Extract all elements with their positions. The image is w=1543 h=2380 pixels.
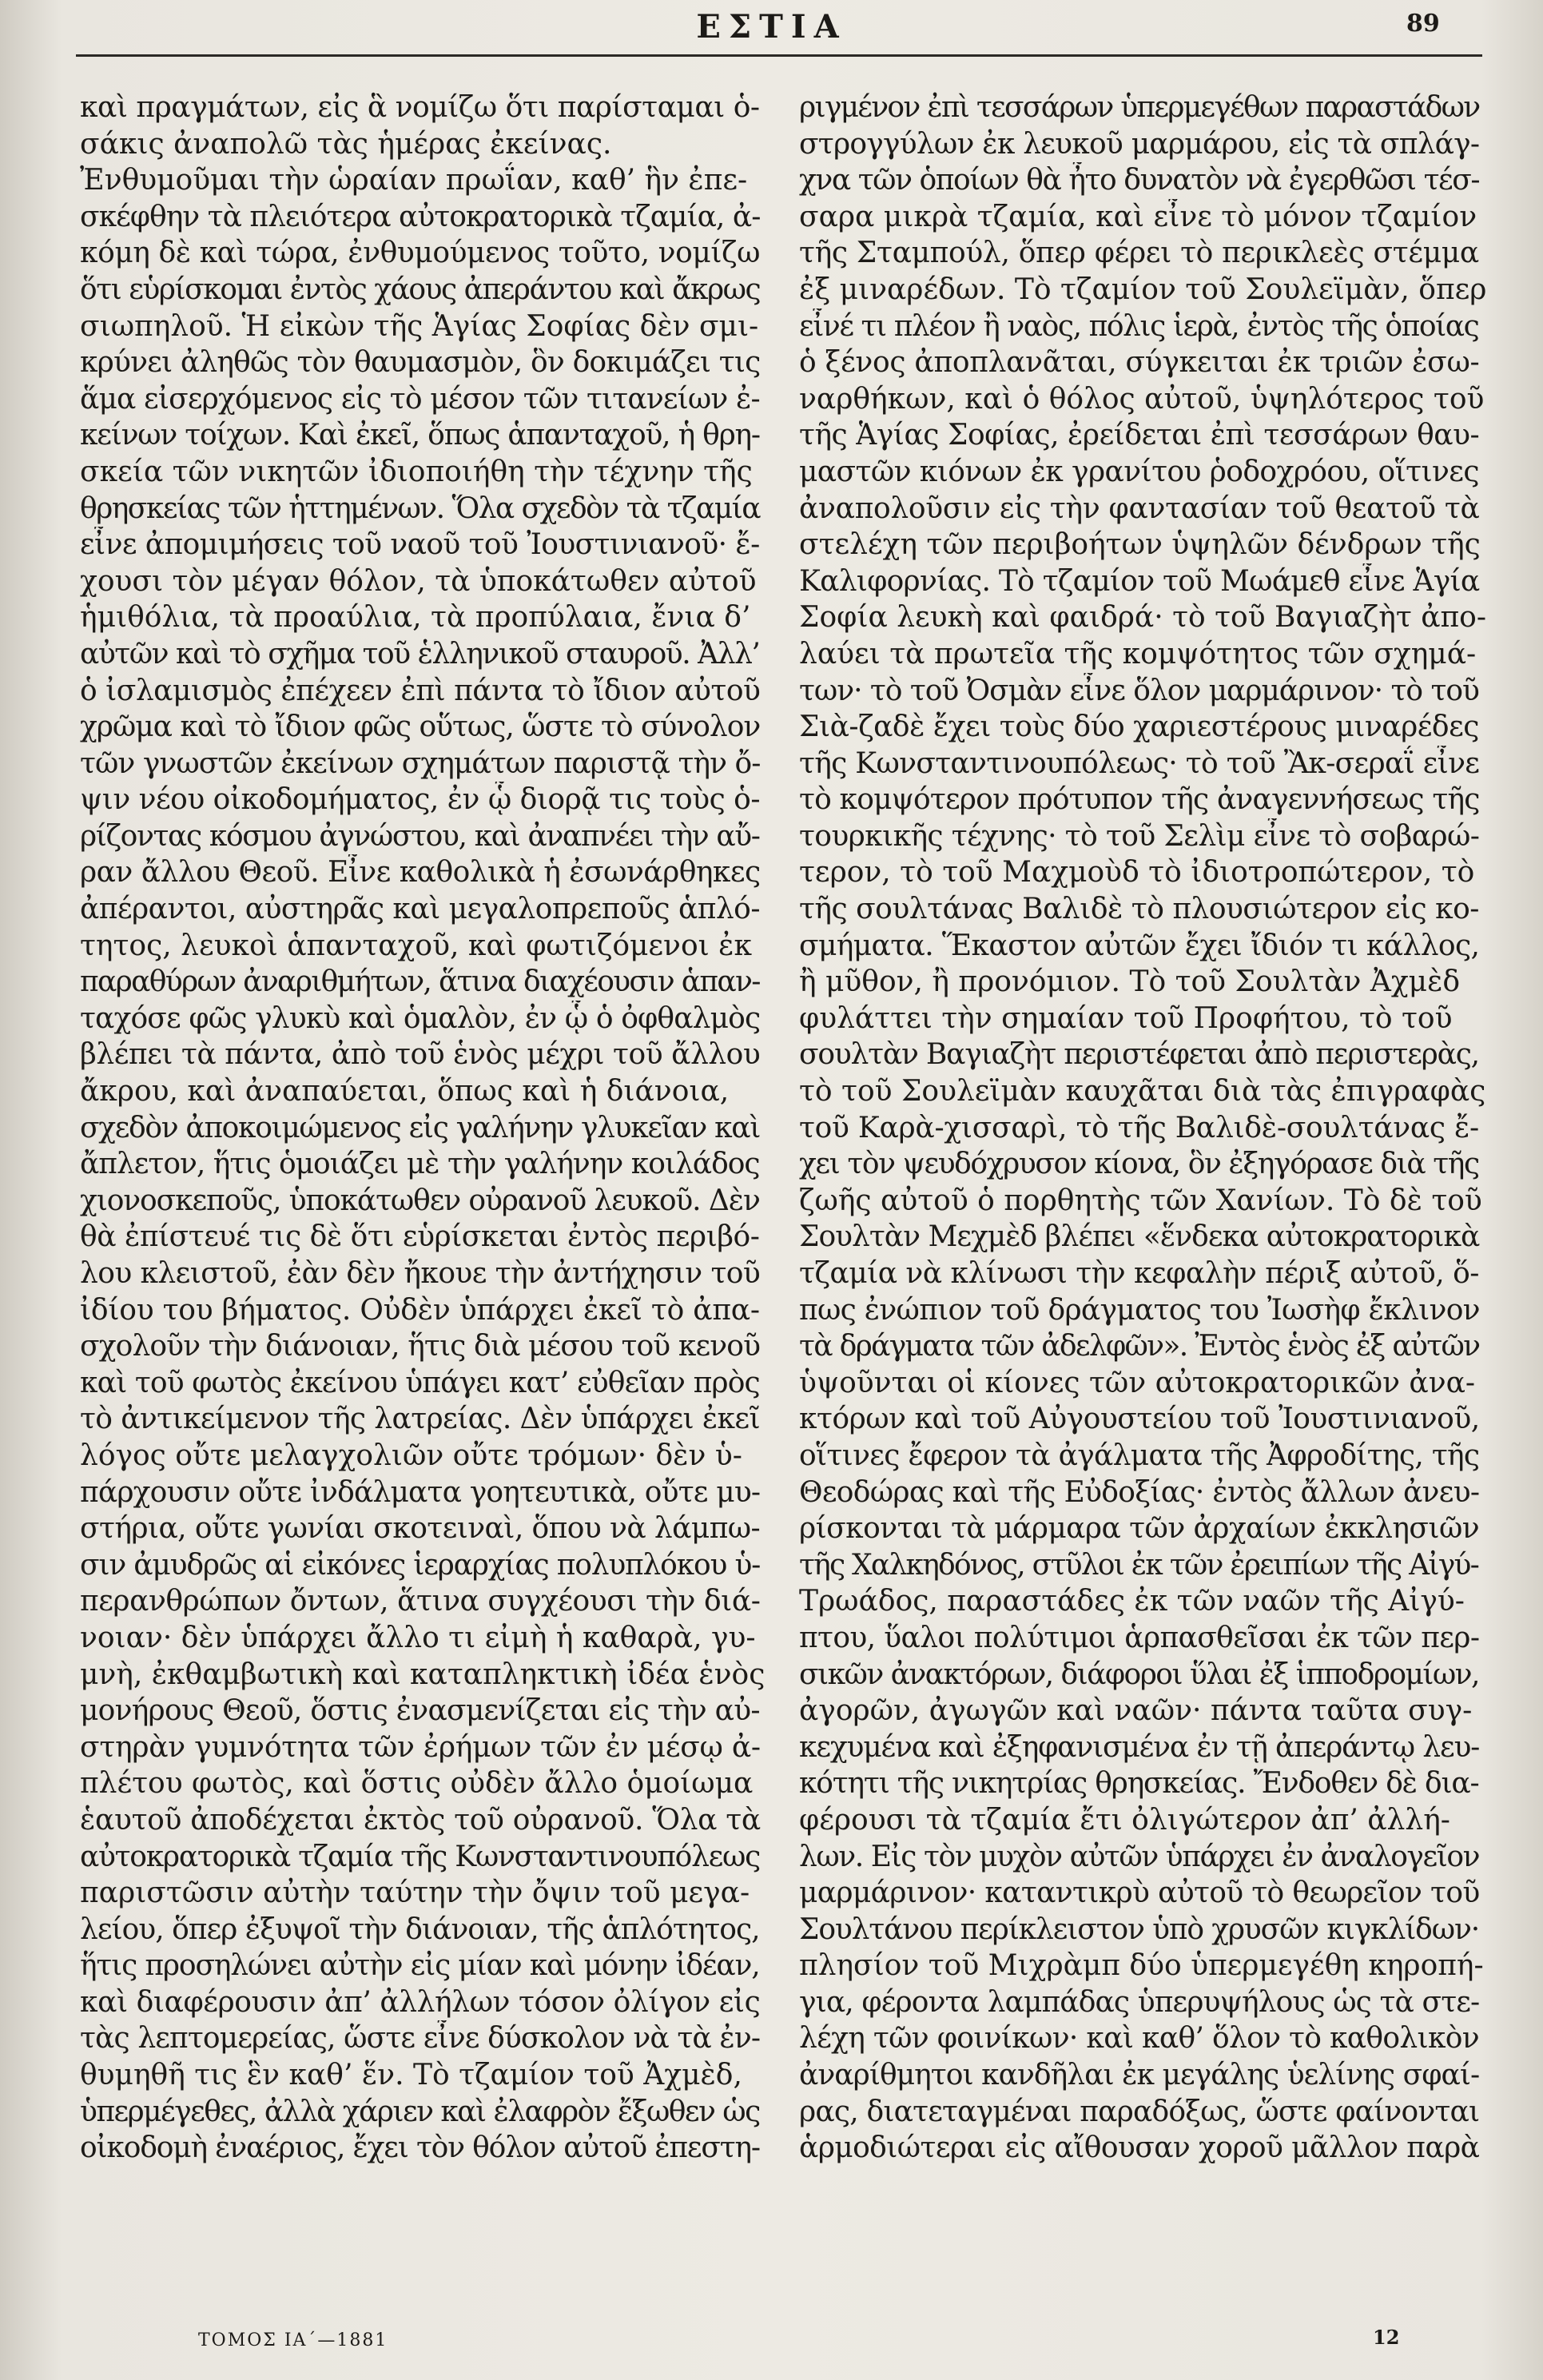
text-line: τὸ τοῦ Σουλεϊμὰν καυχᾶται διὰ τὰς ἐπιγραφὰς: [799, 1075, 1486, 1108]
text-line: Σιὰ-ζαδὲ ἔχει τοὺς δύο χαριεστέρους μιναρέδες: [799, 710, 1479, 744]
text-line: στρογγύλων ἐκ λευκοῦ μαρμάρου, εἰς τὰ σπλάγ-: [799, 127, 1480, 161]
text-line: στηρὰν γυμνότητα τῶν ἐρήμων τῶν ἐν μέσῳ ἀ-: [80, 1730, 761, 1764]
text-line: ἄκρου, καὶ ἀναπαύεται, ὅπως καὶ ἡ διάνοια,: [80, 1075, 730, 1108]
text-line: αὐτῶν καὶ τὸ σχῆμα τοῦ ἑλληνικοῦ σταυροῦ. Ἀλλ’: [80, 637, 760, 671]
text-line: Τρωάδος, παραστάδες ἐκ τῶν ναῶν τῆς Αἰγύ-: [799, 1585, 1465, 1618]
text-line: τῶν γνωστῶν ἐκείνων σχημάτων παριστᾷ τὴν ὄ-: [80, 746, 761, 780]
text-line: πάρχουσιν οὔτε ἰνδάλματα γοητευτικὰ, οὔτε μυ-: [80, 1475, 761, 1509]
text-line: τῆς Ἁγίας Σοφίας, ἐρείδεται ἐπὶ τεσσάρων θαυ-: [799, 419, 1480, 452]
text-line: θρησκείας τῶν ἡττημένων. Ὅλα σχεδὸν τὰ τζαμία: [80, 492, 761, 525]
text-line: Καλιφορνίας. Τὸ τζαμίον τοῦ Μωάμεθ εἶνε Ἁγία: [799, 564, 1480, 598]
text-line: ἅμα εἰσερχόμενος εἰς τὸ μέσον τῶν τιτανείων ἐ-: [80, 382, 760, 416]
text-line: κτόρων καὶ τοῦ Αὐγουστείου τοῦ Ἰουστινιανοῦ,: [799, 1403, 1480, 1436]
text-line: σαρα μικρὰ τζαμία, καὶ εἶνε τὸ μόνον τζαμίον: [799, 200, 1477, 233]
text-line: χνα τῶν ὁποίων θὰ ἦτο δυνατὸν νὰ ἐγερθῶσι τέσ-: [799, 164, 1480, 197]
text-line: χρῶμα καὶ τὸ ἴδιον φῶς οὕτως, ὥστε τὸ σύνολον: [80, 710, 761, 744]
text-line: λου κλειστοῦ, ἐὰν δὲν ἤκουε τὴν ἀντήχησιν τοῦ: [80, 1257, 761, 1290]
text-line: μνὴ, ἐκθαμβωτικὴ καὶ καταπληκτικὴ ἰδέα ἑνὸς: [80, 1658, 766, 1691]
text-line: τητος, λευκοὶ ἁπανταχοῦ, καὶ φωτιζόμενοι ἐκ: [80, 929, 752, 962]
text-line: λαύει τὰ πρωτεῖα τῆς κομψότητος τῶν σχημά-: [799, 637, 1477, 671]
text-line: πτου, ὕαλοι πολύτιμοι ἁρπασθεῖσαι ἐκ τῶν περ-: [799, 1621, 1480, 1654]
text-line: σκέφθην τὰ πλειότερα αὐτοκρατορικὰ τζαμία, ἀ-: [80, 200, 761, 233]
text-line: ἐξ μιναρέδων. Τὸ τζαμίον τοῦ Σουλεϊμὰν, ὅπερ: [799, 273, 1486, 306]
text-line: ἀπέραντοι, αὐστηρᾶς καὶ μεγαλοπρεποῦς ἁπλό-: [80, 893, 760, 926]
text-line: καὶ διαφέρουσιν ἀπ’ ἀλλήλων τόσον ὀλίγον εἰς: [80, 1985, 761, 2019]
text-line: ὑψοῦνται οἱ κίονες τῶν αὐτοκρατορικῶν ἀνα-: [799, 1366, 1476, 1399]
text-line: ραν ἄλλου Θεοῦ. Εἶνε καθολικὰ ἡ ἐσωνάρθηκες: [80, 856, 761, 890]
text-line: πλέτου φωτὸς, καὶ ὅστις οὐδὲν ἄλλο ὁμοίωμα: [80, 1767, 754, 1801]
text-line: τὰς λεπτομερείας, ὥστε εἶνε δύσκολον νὰ τὰ ἐν-: [80, 2022, 761, 2056]
text-line: τῆς Κωνσταντινουπόλεως· τὸ τοῦ Ἂκ-σεραΐ εἶνε: [799, 746, 1480, 780]
text-line: ριγμένον ἐπὶ τεσσάρων ὑπερμεγέθων παραστάδων: [799, 91, 1480, 124]
text-line: στήρια, οὔτε γωνίαι σκοτειναὶ, ὅπου νὰ λάμπω-: [80, 1512, 761, 1546]
text-line: τῆς Χαλκηδόνος, στῦλοι ἐκ τῶν ἐρειπίων τῆς Αἰγύ-: [799, 1548, 1479, 1582]
text-line: Ἐνθυμοῦμαι τὴν ὡραίαν πρωΐαν, καθ’ ἣν ἐπε-: [80, 164, 748, 197]
text-line: καὶ τοῦ φωτὸς ἐκείνου ὑπάγει κατ’ εὐθεῖαν πρὸς: [80, 1366, 760, 1399]
text-line: λόγος οὔτε μελαγχολιῶν οὔτε τρόμων· δὲν ὑ-: [80, 1439, 742, 1472]
text-line: ἀναρίθμητοι κανδῆλαι ἐκ μεγάλης ὑελίνης σφαί-: [799, 2059, 1480, 2092]
text-line: οἰκοδομὴ ἐναέριος, ἔχει τὸν θόλον αὐτοῦ ἐπεστη-: [80, 2131, 760, 2165]
text-line: ὁ ξένος ἀποπλανᾶται, σύγκειται ἐκ τριῶν ἐσω-: [799, 346, 1480, 380]
text-line: τὸ ἀντικείμενον τῆς λατρείας. Δὲν ὑπάρχει ἐκεῖ: [80, 1403, 760, 1436]
signature-number: 12: [1373, 2326, 1400, 2349]
text-line: σιν ἀμυδρῶς αἱ εἰκόνες ἱεραρχίας πολυπλόκου ὑ-: [80, 1548, 761, 1582]
text-line: λων. Εἰς τὸν μυχὸν αὐτῶν ὑπάρχει ἐν ἀναλογεῖον: [799, 1840, 1480, 1873]
left-column: [80, 90, 767, 2167]
text-line: τερον, τὸ τοῦ Μαχμοὺδ τὸ ἰδιοτροπώτερον, τὸ: [799, 856, 1475, 890]
text-line: σχεδὸν ἀποκοιμώμενος εἰς γαλήνην γλυκεῖαν καὶ: [80, 1111, 761, 1144]
text-line: ταχόσε φῶς γλυκὺ καὶ ὁμαλὸν, ἐν ᾧ ὁ ὀφθαλμὸς: [80, 1001, 761, 1035]
text-line: χουσι τὸν μέγαν θόλον, τὰ ὑποκάτωθεν αὐτοῦ: [80, 564, 757, 598]
text-line: ἥτις προσηλώνει αὐτὴν εἰς μίαν καὶ μόνην ἰδέαν,: [80, 1949, 760, 1983]
text-line: στελέχη τῶν περιβοήτων ὑψηλῶν δένδρων τῆς: [799, 528, 1481, 562]
text-line: παριστῶσιν αὐτὴν ταύτην τὴν ὄψιν τοῦ μεγα-: [80, 1877, 750, 1910]
text-line: χει τὸν ψευδόχρυσον κίονα, ὃν ἐξηγόρασε διὰ τῆς: [799, 1148, 1479, 1181]
text-line: νοιαν· δὲν ὑπάρχει ἄλλο τι εἰμὴ ἡ καθαρὰ, γυ-: [80, 1621, 756, 1654]
journal-title: ΕΣΤΙΑ: [696, 8, 847, 46]
volume-footer: ΤΟΜΟΣ ΙΑ΄—1881: [198, 2330, 388, 2350]
text-line: κότητι τῆς νικητρίας θρησκείας. Ἔνδοθεν δὲ δια-: [799, 1767, 1479, 1801]
text-line: τουρκικῆς τέχνης· τὸ τοῦ Σελὶμ εἶνε τὸ σοβαρώ-: [799, 819, 1480, 853]
text-line: κεχυμένα καὶ ἐξηφανισμένα ἐν τῇ ἀπεράντῳ λευ-: [799, 1730, 1480, 1764]
page-number: 89: [1406, 10, 1440, 38]
text-line: τὰ δράγματα τῶν ἀδελφῶν». Ἐντὸς ἑνὸς ἐξ αὐτῶν: [799, 1330, 1480, 1363]
text-line: σμήματα. Ἕκαστον αὐτῶν ἔχει ἴδιόν τι κάλλος,: [799, 929, 1480, 962]
text-line: τὸ κομψότερον πρότυπον τῆς ἀναγεννήσεως τῆς: [799, 783, 1480, 817]
text-line: τοῦ Καρὰ-χισσαρὶ, τὸ τῆς Βαλιδὲ-σουλτάνας ἔ-: [799, 1111, 1479, 1144]
text-line: ἢ μῦθον, ἢ προνόμιον. Τὸ τοῦ Σουλτὰν Ἀχμὲδ: [799, 965, 1461, 999]
text-line: σκεία τῶν νικητῶν ἰδιοποιήθη τὴν τέχνην τῆς: [80, 455, 753, 488]
text-line: κόμη δὲ καὶ τώρα, ἐνθυμούμενος τοῦτο, νομίζω: [80, 237, 761, 270]
text-line: ζωῆς αὐτοῦ ὁ πορθητὴς τῶν Χανίων. Τὸ δὲ τοῦ: [799, 1184, 1482, 1217]
text-line: Θεοδώρας καὶ τῆς Εὐδοξίας· ἐντὸς ἄλλων ἀνευ-: [799, 1475, 1480, 1509]
text-line: ρίζοντας κόσμου ἀγνώστου, καὶ ἀναπνέει τὴν αὔ-: [80, 819, 760, 853]
text-line: Σουλτάνου περίκλειστον ὑπὸ χρυσῶν κιγκλίδων·: [799, 1912, 1480, 1946]
text-line: Σοφία λευκὴ καὶ φαιδρά· τὸ τοῦ Βαγιαζὴτ ἀπο-: [799, 601, 1486, 635]
text-line: κρύνει ἀληθῶς τὸν θαυμασμὸν, ὃν δοκιμάζει τις: [80, 346, 761, 380]
text-line: περανθρώπων ὄντων, ἅτινα συγχέουσι τὴν διά-: [80, 1585, 761, 1618]
text-line: ὅτι εὑρίσκομαι ἐντὸς χάους ἀπεράντου καὶ ἄκρως: [80, 273, 761, 306]
right-column: [799, 90, 1486, 2167]
text-line: παραθύρων ἀναριθμήτων, ἅτινα διαχέουσιν ἁπαν-: [80, 965, 760, 999]
text-line: ψιν νέου οἰκοδομήματος, ἐν ᾧ διορᾷ τις τοὺς ὁ-: [80, 783, 761, 817]
text-line: μονήρους Θεοῦ, ὅστις ἐνασμενίζεται εἰς τὴν αὐ-: [80, 1694, 760, 1728]
text-line: Σουλτὰν Μεχμὲδ βλέπει «ἕνδεκα αὐτοκρατορικὰ: [799, 1220, 1480, 1254]
text-line: μαστῶν κιόνων ἐκ γρανίτου ῥοδοχρόου, οἵτινες: [799, 455, 1479, 488]
text-line: σιωπηλοῦ. Ἡ εἰκὼν τῆς Ἁγίας Σοφίας δὲν σμι-: [80, 309, 759, 343]
text-line: λέχη τῶν φοινίκων· καὶ καθ’ ὅλον τὸ καθολικὸν: [799, 2022, 1479, 2056]
text-line: ἁρμοδιώτεραι εἰς αἴθουσαν χοροῦ μᾶλλον παρὰ: [799, 2131, 1480, 2165]
text-line: τῆς Σταμπούλ, ὅπερ φέρει τὸ περικλεὲς στέμμα: [799, 237, 1479, 270]
text-line: των· τὸ τοῦ Ὀσμὰν εἶνε ὅλον μαρμάρινον· τὸ τοῦ: [799, 674, 1479, 707]
text-line: ἑαυτοῦ ἀποδέχεται ἐκτὸς τοῦ οὐρανοῦ. Ὅλα τὰ: [80, 1803, 761, 1837]
text-line: σουλτὰν Βαγιαζὴτ περιστέφεται ἀπὸ περιστερὰς,: [799, 1038, 1479, 1072]
text-line: ἄπλετον, ἥτις ὁμοιάζει μὲ τὴν γαλήνην κοιλάδος: [80, 1148, 760, 1181]
text-line: καὶ πραγμάτων, εἰς ἃ νομίζω ὅτι παρίσταμαι ὁ-: [80, 91, 760, 124]
text-line: για, φέροντα λαμπάδας ὑπερυψήλους ὡς τὰ στε-: [799, 1985, 1480, 2019]
text-line: πως ἐνώπιον τοῦ δράγματος του Ἰωσὴφ ἔκλινον: [799, 1293, 1480, 1327]
text-line: αὐτοκρατορικὰ τζαμία τῆς Κωνσταντινουπόλεως: [80, 1840, 760, 1873]
text-line: εἶνέ τι πλέον ἢ ναὸς, πόλις ἱερὰ, ἐντὸς τῆς ὁποίας: [799, 309, 1479, 343]
text-line: ρίσκονται τὰ μάρμαρα τῶν ἀρχαίων ἐκκλησιῶν: [799, 1512, 1480, 1546]
text-line: σικῶν ἀνακτόρων, διάφοροι ὕλαι ἐξ ἱπποδρομίων,: [799, 1658, 1479, 1691]
text-line: φέρουσι τὰ τζαμία ἔτι ὀλιγώτερον ἀπ’ ἀλλή-: [799, 1803, 1450, 1837]
text-line: τῆς σουλτάνας Βαλιδὲ τὸ πλουσιώτερον εἰς κο-: [799, 893, 1479, 926]
text-line: θυμηθῆ τις ἓν καθ’ ἕν. Τὸ τζαμίον τοῦ Ἀχμὲδ,: [80, 2059, 742, 2092]
header-rule: [76, 54, 1482, 57]
text-line: ἀναπολοῦσιν εἰς τὴν φαντασίαν τοῦ θεατοῦ τὰ: [799, 492, 1480, 525]
text-line: πλησίον τοῦ Μιχρὰμπ δύο ὑπερμεγέθη κηροπή-: [799, 1949, 1484, 1983]
text-line: λείου, ὅπερ ἐξυψοῖ τὴν διάνοιαν, τῆς ἁπλότητος,: [80, 1912, 760, 1946]
text-line: ναρθήκων, καὶ ὁ θόλος αὐτοῦ, ὑψηλότερος τοῦ: [799, 382, 1485, 416]
text-line: χιονοσκεποῦς, ὑποκάτωθεν οὐρανοῦ λευκοῦ. Δὲν: [80, 1184, 760, 1217]
text-line: σάκις ἀναπολῶ τὰς ἡμέρας ἐκείνας.: [80, 127, 612, 161]
text-line: σχολοῦν τὴν διάνοιαν, ἥτις διὰ μέσου τοῦ κενοῦ: [80, 1330, 761, 1363]
text-line: οἵτινες ἔφερον τὰ ἀγάλματα τῆς Ἀφροδίτης, τῆς: [799, 1439, 1480, 1472]
text-line: ἰδίου του βήματος. Οὐδὲν ὑπάρχει ἐκεῖ τὸ ἀπα-: [80, 1293, 760, 1327]
text-line: ὑπερμέγεθες, ἀλλὰ χάριεν καὶ ἐλαφρὸν ἔξωθεν ὡς: [80, 2095, 760, 2128]
text-line: θὰ ἐπίστευέ τις δὲ ὅτι εὑρίσκεται ἐντὸς περιβό-: [80, 1220, 760, 1254]
text-line: ἡμιθόλια, τὰ προαύλια, τὰ προπύλαια, ἔνια δ’: [80, 601, 751, 635]
text-line: φυλάττει τὴν σημαίαν τοῦ Προφήτου, τὸ τοῦ: [799, 1001, 1453, 1035]
text-line: ρας, διατεταγμέναι παραδόξως, ὥστε φαίνονται: [799, 2095, 1480, 2128]
text-line: μαρμάρινον· καταντικρὺ αὐτοῦ τὸ θεωρεῖον τοῦ: [799, 1877, 1480, 1910]
text-line: εἶνε ἀπομιμήσεις τοῦ ναοῦ τοῦ Ἰουστινιανοῦ· ἔ-: [80, 528, 760, 562]
text-line: ἀγορῶν, ἀγωγῶν καὶ ναῶν· πάντα ταῦτα συγ-: [799, 1694, 1473, 1728]
text-line: τζαμία νὰ κλίνωσι τὴν κεφαλὴν πέριξ αὐτοῦ, ὅ-: [799, 1257, 1479, 1290]
text-line: βλέπει τὰ πάντα, ἀπὸ τοῦ ἑνὸς μέχρι τοῦ ἄλλου: [80, 1038, 761, 1072]
text-line: κείνων τοίχων. Καὶ ἐκεῖ, ὅπως ἁπανταχοῦ, ἡ θρη-: [80, 419, 760, 452]
text-line: ὁ ἰσλαμισμὸς ἐπέχεεν ἐπὶ πάντα τὸ ἴδιον αὐτοῦ: [80, 674, 761, 707]
